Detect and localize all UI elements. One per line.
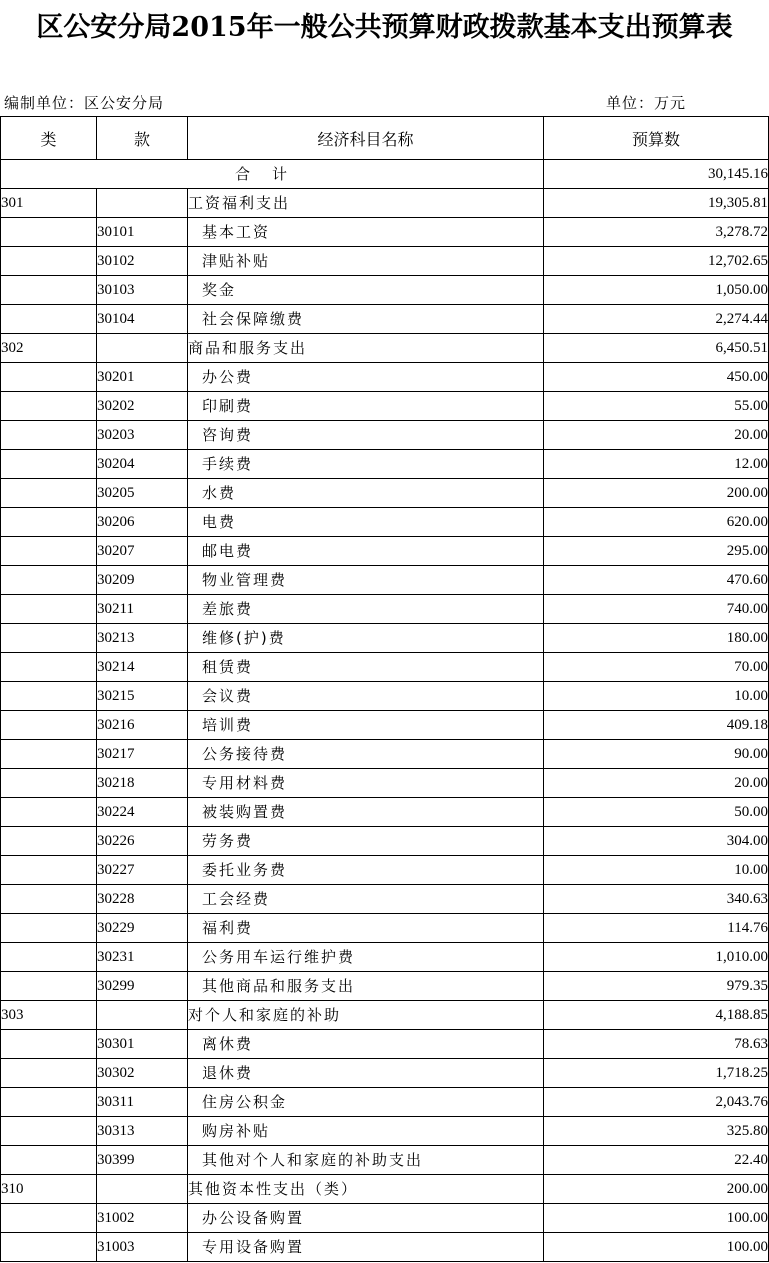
header-lei: 类 xyxy=(1,117,97,160)
row-lei: 301 xyxy=(1,189,97,218)
table-row xyxy=(1,421,769,450)
row-lei xyxy=(1,856,97,885)
row-lei: 310 xyxy=(1,1175,97,1204)
row-kuan: 30301 xyxy=(97,1030,188,1059)
page-title: 区公安分局2015年一般公共预算财政拨款基本支出预算表 xyxy=(36,12,733,43)
row-kuan: 30101 xyxy=(97,218,188,247)
table-row xyxy=(1,1059,769,1088)
row-kuan: 30204 xyxy=(97,450,188,479)
table-row xyxy=(1,218,769,247)
row-name: 邮电费 xyxy=(188,537,544,566)
row-amount: 340.63 xyxy=(544,885,769,914)
total-label: 合计 xyxy=(1,160,544,189)
table-row xyxy=(1,682,769,711)
table-row xyxy=(1,914,769,943)
row-name: 基本工资 xyxy=(188,218,544,247)
row-kuan: 30202 xyxy=(97,392,188,421)
table-row xyxy=(1,769,769,798)
row-kuan: 30218 xyxy=(97,769,188,798)
row-name: 离休费 xyxy=(188,1030,544,1059)
row-amount: 22.40 xyxy=(544,1146,769,1175)
row-amount: 979.35 xyxy=(544,972,769,1001)
row-kuan: 30205 xyxy=(97,479,188,508)
row-lei xyxy=(1,537,97,566)
row-kuan: 30224 xyxy=(97,798,188,827)
table-row xyxy=(1,247,769,276)
row-name: 水费 xyxy=(188,479,544,508)
row-lei xyxy=(1,1088,97,1117)
row-name: 租赁费 xyxy=(188,653,544,682)
row-name: 其他资本性支出（类） xyxy=(188,1175,544,1204)
row-amount: 200.00 xyxy=(544,1175,769,1204)
row-amount: 325.80 xyxy=(544,1117,769,1146)
row-lei xyxy=(1,247,97,276)
row-name: 会议费 xyxy=(188,682,544,711)
row-amount: 1,010.00 xyxy=(544,943,769,972)
row-kuan: 30209 xyxy=(97,566,188,595)
row-lei xyxy=(1,914,97,943)
row-name: 公务用车运行维护费 xyxy=(188,943,544,972)
row-lei xyxy=(1,624,97,653)
table-row xyxy=(1,392,769,421)
table-row xyxy=(1,885,769,914)
row-amount: 409.18 xyxy=(544,711,769,740)
row-name: 维修(护)费 xyxy=(188,624,544,653)
row-lei xyxy=(1,363,97,392)
row-name: 工会经费 xyxy=(188,885,544,914)
row-kuan: 30215 xyxy=(97,682,188,711)
table-row xyxy=(1,972,769,1001)
row-name: 委托业务费 xyxy=(188,856,544,885)
header-name: 经济科目名称 xyxy=(188,117,544,160)
row-name: 印刷费 xyxy=(188,392,544,421)
row-kuan: 30231 xyxy=(97,943,188,972)
row-kuan: 30313 xyxy=(97,1117,188,1146)
row-lei xyxy=(1,566,97,595)
row-kuan: 30104 xyxy=(97,305,188,334)
row-kuan: 30213 xyxy=(97,624,188,653)
table-row xyxy=(1,624,769,653)
table-row xyxy=(1,479,769,508)
row-lei xyxy=(1,711,97,740)
table-row xyxy=(1,827,769,856)
row-kuan: 30302 xyxy=(97,1059,188,1088)
row-lei xyxy=(1,943,97,972)
row-amount: 12,702.65 xyxy=(544,247,769,276)
row-amount: 70.00 xyxy=(544,653,769,682)
row-kuan: 30207 xyxy=(97,537,188,566)
row-lei xyxy=(1,1146,97,1175)
row-kuan: 30229 xyxy=(97,914,188,943)
row-name: 公务接待费 xyxy=(188,740,544,769)
row-amount: 100.00 xyxy=(544,1204,769,1233)
row-kuan: 30226 xyxy=(97,827,188,856)
row-kuan: 30102 xyxy=(97,247,188,276)
row-lei xyxy=(1,276,97,305)
table-row xyxy=(1,1117,769,1146)
row-lei xyxy=(1,653,97,682)
row-name: 奖金 xyxy=(188,276,544,305)
row-amount: 4,188.85 xyxy=(544,1001,769,1030)
row-amount: 12.00 xyxy=(544,450,769,479)
row-name: 被装购置费 xyxy=(188,798,544,827)
row-lei xyxy=(1,421,97,450)
row-lei xyxy=(1,972,97,1001)
row-lei: 302 xyxy=(1,334,97,363)
row-name: 福利费 xyxy=(188,914,544,943)
row-name: 专用材料费 xyxy=(188,769,544,798)
row-amount: 10.00 xyxy=(544,682,769,711)
row-kuan xyxy=(97,189,188,218)
row-name: 商品和服务支出 xyxy=(188,334,544,363)
row-name: 差旅费 xyxy=(188,595,544,624)
table-row xyxy=(1,711,769,740)
row-lei xyxy=(1,682,97,711)
row-name: 住房公积金 xyxy=(188,1088,544,1117)
row-kuan xyxy=(97,1175,188,1204)
table-row xyxy=(1,334,769,363)
row-name: 手续费 xyxy=(188,450,544,479)
row-name: 其他商品和服务支出 xyxy=(188,972,544,1001)
row-name: 社会保障缴费 xyxy=(188,305,544,334)
table-row xyxy=(1,189,769,218)
budget-table xyxy=(0,116,769,1262)
row-lei xyxy=(1,1233,97,1262)
row-amount: 3,278.72 xyxy=(544,218,769,247)
row-kuan: 30201 xyxy=(97,363,188,392)
row-amount: 295.00 xyxy=(544,537,769,566)
row-amount: 90.00 xyxy=(544,740,769,769)
currency-unit-label: 单位：万元 xyxy=(606,94,687,112)
row-kuan: 30214 xyxy=(97,653,188,682)
table-row xyxy=(1,1233,769,1262)
row-lei xyxy=(1,798,97,827)
row-kuan: 30216 xyxy=(97,711,188,740)
row-lei xyxy=(1,1117,97,1146)
row-name: 培训费 xyxy=(188,711,544,740)
row-kuan: 31003 xyxy=(97,1233,188,1262)
table-row xyxy=(1,595,769,624)
table-row xyxy=(1,798,769,827)
total-row xyxy=(1,160,769,189)
row-name: 咨询费 xyxy=(188,421,544,450)
row-lei xyxy=(1,1030,97,1059)
row-amount: 19,305.81 xyxy=(544,189,769,218)
row-kuan: 30299 xyxy=(97,972,188,1001)
total-amount: 30,145.16 xyxy=(544,160,769,189)
row-kuan: 30227 xyxy=(97,856,188,885)
table-row xyxy=(1,1001,769,1030)
table-row xyxy=(1,305,769,334)
row-lei xyxy=(1,595,97,624)
row-kuan: 31002 xyxy=(97,1204,188,1233)
row-lei xyxy=(1,218,97,247)
row-amount: 200.00 xyxy=(544,479,769,508)
row-amount: 100.00 xyxy=(544,1233,769,1262)
row-lei xyxy=(1,769,97,798)
row-kuan: 30203 xyxy=(97,421,188,450)
row-name: 专用设备购置 xyxy=(188,1233,544,1262)
row-kuan xyxy=(97,334,188,363)
row-amount: 304.00 xyxy=(544,827,769,856)
row-amount: 1,050.00 xyxy=(544,276,769,305)
row-lei xyxy=(1,1204,97,1233)
row-kuan: 30217 xyxy=(97,740,188,769)
row-amount: 78.63 xyxy=(544,1030,769,1059)
table-row xyxy=(1,1146,769,1175)
row-name: 对个人和家庭的补助 xyxy=(188,1001,544,1030)
table-row xyxy=(1,1175,769,1204)
row-amount: 55.00 xyxy=(544,392,769,421)
row-kuan: 30228 xyxy=(97,885,188,914)
table-row xyxy=(1,537,769,566)
row-lei: 303 xyxy=(1,1001,97,1030)
compiling-unit-label: 编制单位：区公安分局 xyxy=(4,94,165,112)
row-amount: 114.76 xyxy=(544,914,769,943)
row-amount: 20.00 xyxy=(544,769,769,798)
row-amount: 6,450.51 xyxy=(544,334,769,363)
table-row xyxy=(1,1030,769,1059)
row-lei xyxy=(1,479,97,508)
row-kuan: 30399 xyxy=(97,1146,188,1175)
table-row xyxy=(1,566,769,595)
row-lei xyxy=(1,740,97,769)
header-row xyxy=(1,117,769,160)
table-row xyxy=(1,943,769,972)
row-name: 其他对个人和家庭的补助支出 xyxy=(188,1146,544,1175)
row-amount: 470.60 xyxy=(544,566,769,595)
row-kuan xyxy=(97,1001,188,1030)
row-kuan: 30103 xyxy=(97,276,188,305)
table-row xyxy=(1,856,769,885)
row-amount: 450.00 xyxy=(544,363,769,392)
row-lei xyxy=(1,885,97,914)
row-lei xyxy=(1,392,97,421)
row-amount: 2,043.76 xyxy=(544,1088,769,1117)
row-name: 办公设备购置 xyxy=(188,1204,544,1233)
row-amount: 10.00 xyxy=(544,856,769,885)
table-row xyxy=(1,508,769,537)
row-amount: 620.00 xyxy=(544,508,769,537)
table-row xyxy=(1,276,769,305)
table-body xyxy=(1,160,769,1262)
row-amount: 20.00 xyxy=(544,421,769,450)
row-lei xyxy=(1,827,97,856)
row-lei xyxy=(1,508,97,537)
table-row xyxy=(1,450,769,479)
table-row xyxy=(1,740,769,769)
row-name: 津贴补贴 xyxy=(188,247,544,276)
header-amount: 预算数 xyxy=(544,117,769,160)
row-amount: 740.00 xyxy=(544,595,769,624)
row-kuan: 30206 xyxy=(97,508,188,537)
header-kuan: 款 xyxy=(97,117,188,160)
row-amount: 180.00 xyxy=(544,624,769,653)
table-row xyxy=(1,1088,769,1117)
row-name: 办公费 xyxy=(188,363,544,392)
row-name: 电费 xyxy=(188,508,544,537)
row-name: 退休费 xyxy=(188,1059,544,1088)
row-amount: 50.00 xyxy=(544,798,769,827)
row-lei xyxy=(1,1059,97,1088)
row-name: 劳务费 xyxy=(188,827,544,856)
row-kuan: 30311 xyxy=(97,1088,188,1117)
table-row xyxy=(1,653,769,682)
row-amount: 2,274.44 xyxy=(544,305,769,334)
row-name: 购房补贴 xyxy=(188,1117,544,1146)
row-lei xyxy=(1,450,97,479)
row-amount: 1,718.25 xyxy=(544,1059,769,1088)
row-name: 工资福利支出 xyxy=(188,189,544,218)
table-row xyxy=(1,1204,769,1233)
table-row xyxy=(1,363,769,392)
row-name: 物业管理费 xyxy=(188,566,544,595)
row-lei xyxy=(1,305,97,334)
row-kuan: 30211 xyxy=(97,595,188,624)
